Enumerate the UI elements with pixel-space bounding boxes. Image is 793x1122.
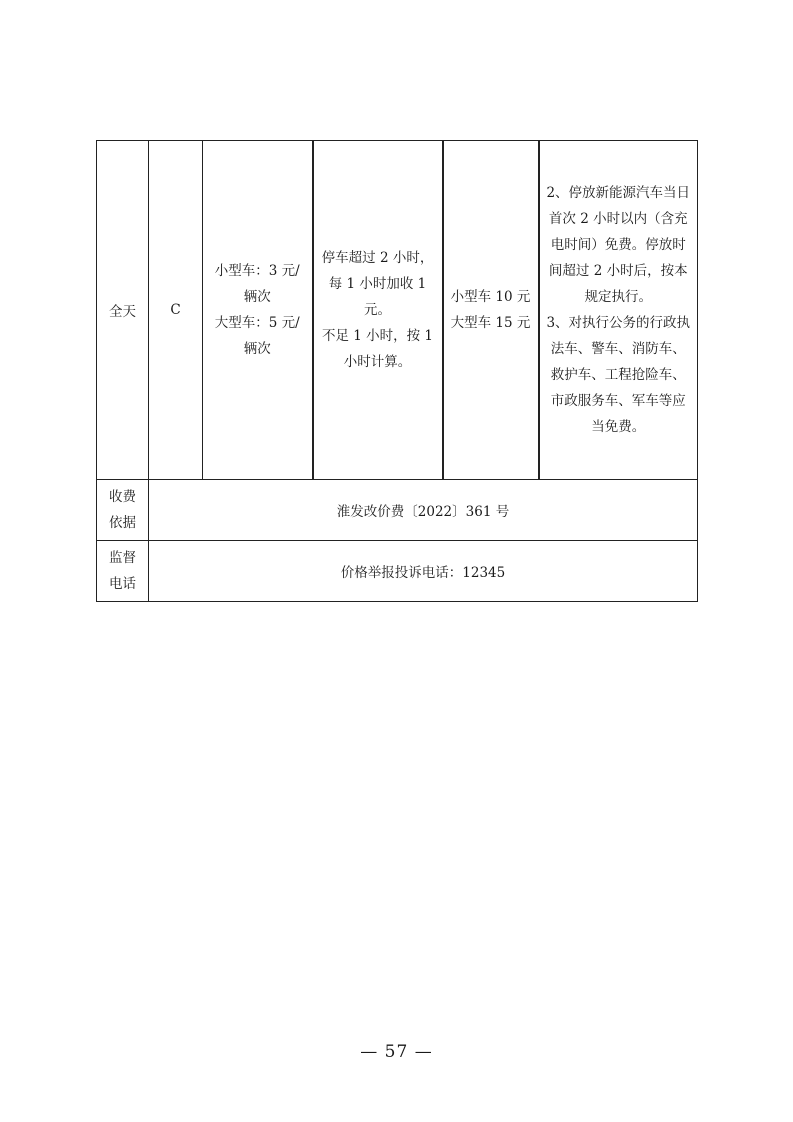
table-row [97, 541, 698, 602]
phone-value-cell: 价格举报投诉电话：12345 [149, 541, 698, 602]
fee-table [96, 140, 698, 602]
basis-label-cell: 收费 依据 [97, 480, 149, 541]
overtime-fee-cell: 停车超过 2 小时， 每 1 小时加收 1 元。 不足 1 小时，按 1 小时计算。 [313, 141, 443, 480]
page-number: — 57 — [360, 1042, 433, 1062]
table-row [97, 141, 698, 480]
period-cell: 全天 [97, 141, 149, 480]
base-fee-cell: 小型车：3 元/ 辆次 大型车：5 元/ 辆次 [203, 141, 313, 480]
grade-cell: C [149, 141, 203, 480]
basis-value-cell: 淮发改价费〔2022〕361 号 [149, 480, 698, 541]
daily-cap-cell: 小型车 10 元 大型车 15 元 [443, 141, 539, 480]
notes-cell: 2、停放新能源汽车当日 首次 2 小时以内（含充 电时间）免费。停放时 间超过 2 小时后，按本 规定执行。 3、对执行公务的行政执 法车、警车、消防车、 救护车、工程抢险车、 市政服务车、军车等应 当免费。 [539, 141, 698, 480]
phone-label-cell: 监督 电话 [97, 541, 149, 602]
table-row [97, 480, 698, 541]
